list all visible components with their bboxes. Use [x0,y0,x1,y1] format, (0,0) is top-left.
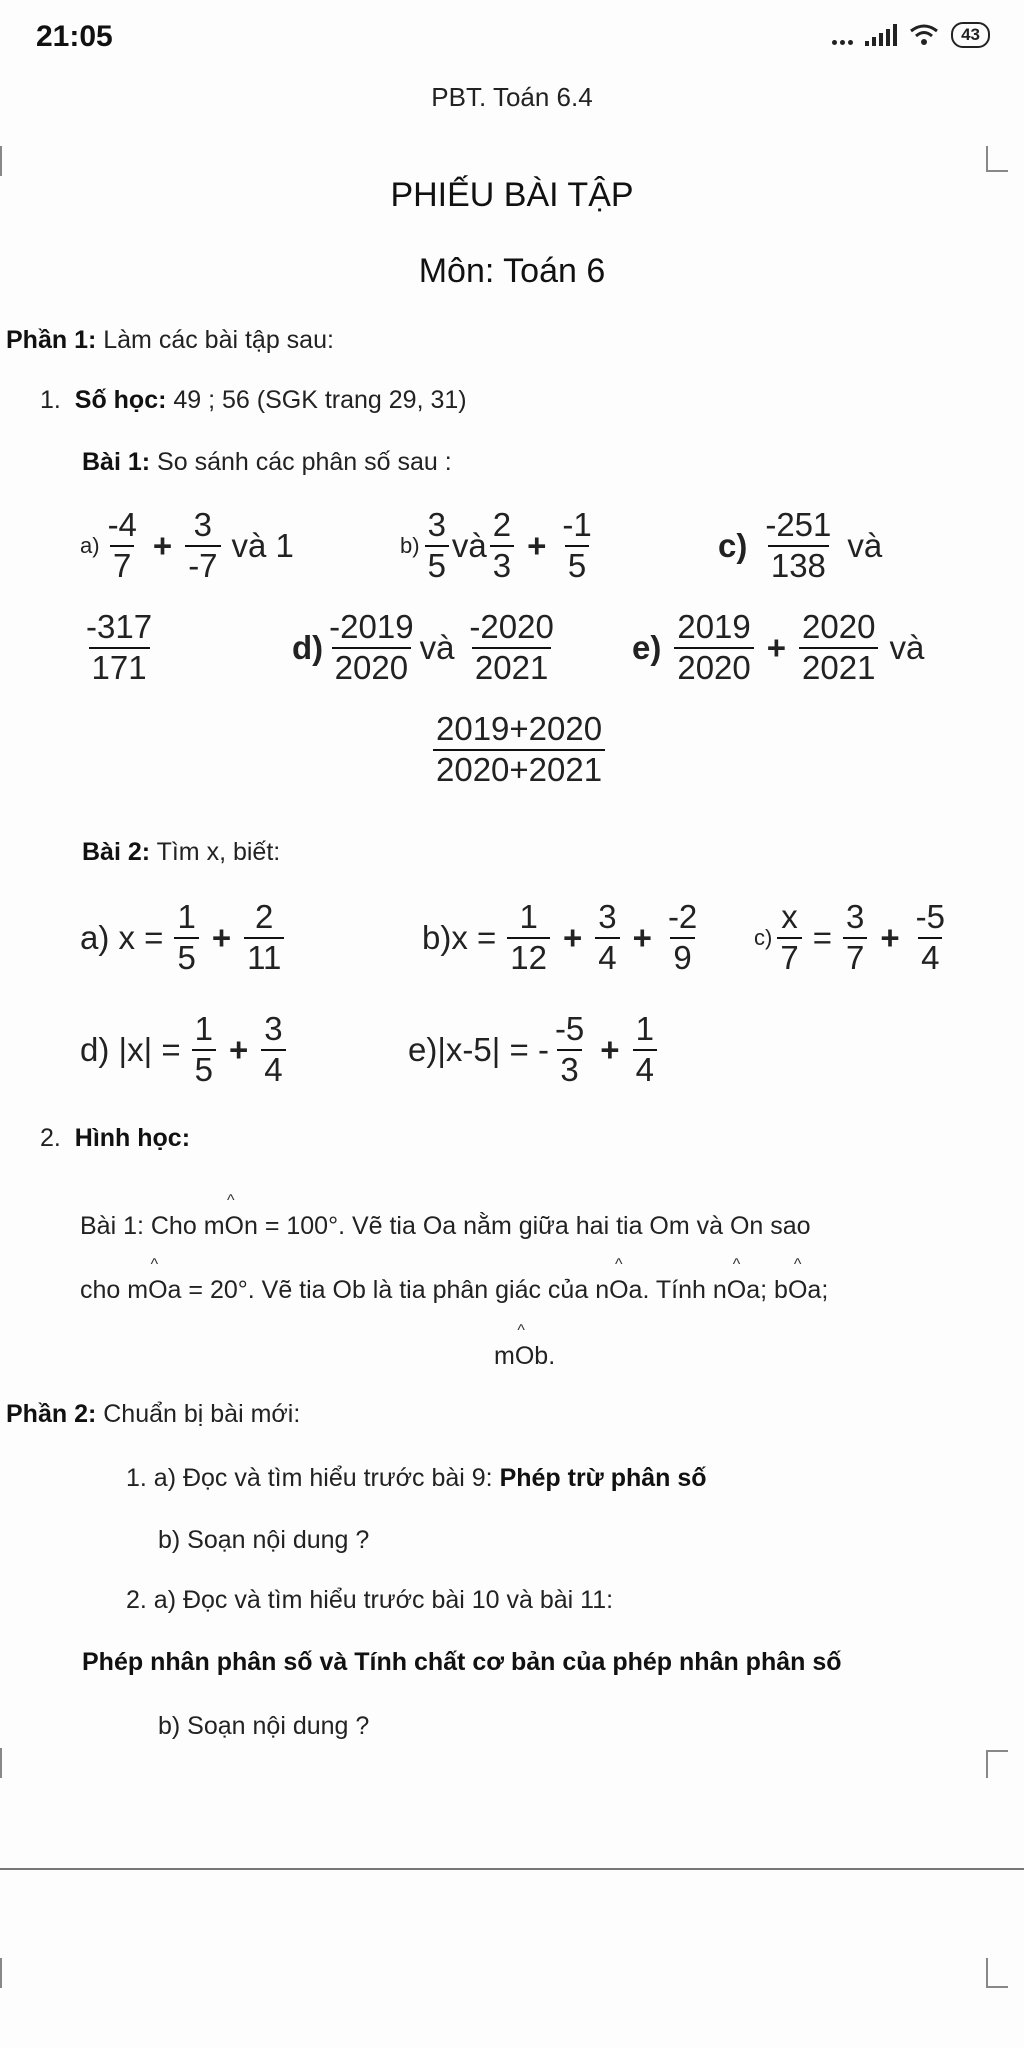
battery-icon: 43 [951,22,990,48]
exercise-1d: d) $\frac{-2019}{2020}$ và $\frac{-2020}{2021}$ [292,608,554,686]
page-corner-mark [0,1958,2,1988]
more-dots-icon [832,25,853,45]
exercise-1c: c) $\frac{-251}{138}$ và [718,506,883,584]
status-time: 21:05 [36,20,113,53]
exercise-1b: b) $\frac{3}{5}$ và $\frac{2}{3}$ + $\frac{-1}{5}$ [400,506,592,584]
exercise-2a: a) x = $\frac{1}{5}$ + $\frac{2}{11}$ [80,900,287,975]
document-header: PBT. Toán 6.4 [431,82,593,112]
bai2-heading: Bài 2: Tìm x, biết: [82,838,281,866]
exercise-2c: c) $\frac{x}{7}$ = $\frac{3}{7}$ + $\frac{-5}{4}$ [754,898,945,976]
page-corner-mark [0,146,2,176]
part2-line-5: b) Soạn nội dung ? [158,1712,370,1740]
part2-heading: Phần 2: Chuẩn bị bài mới: [6,1400,301,1428]
page-corner-mark [986,1958,1008,1988]
exercise-2d: d) |x| = $\frac{1}{5}$ + $\frac{3}{4}$ [80,1012,289,1087]
exercise-2e: e)|x-5| = - $\frac{-5}{3}$ + $\frac{1}{4}$ [408,1012,660,1087]
wifi-icon [909,23,939,47]
status-icons [832,22,990,48]
document-title: PHIẾU BÀI TẬP [390,176,634,214]
exercise-1c-cont: $\frac{-317}{171}$ [86,608,153,686]
exercise-2b: b)x = $\frac{1}{12}$ + $\frac{3}{4}$ + $\frac{-2}{9}$ [422,898,698,976]
page-corner-mark [986,1750,1008,1778]
part2-line-2: b) Soạn nội dung ? [158,1526,370,1554]
geometry-line-2: cho ^ mOa = 20°. Vẽ tia Ob là tia phân giác của ^ nOa. Tính ^ nOa; ^ bOa; [80,1276,828,1305]
page-separator [0,1868,1024,1870]
geometry-line-1: Bài 1: Cho ^ mOn = 100°. Vẽ tia Oa nằm giữa hai tia Om và On sao [80,1212,811,1241]
document-subtitle: Môn: Toán 6 [418,252,606,290]
exercise-1e: e) $\frac{2019}{2020}$ + $\frac{2020}{2021}$ và [632,608,925,686]
page-corner-mark [0,1748,2,1778]
bai1-heading: Bài 1: So sánh các phân số sau : [82,448,452,476]
item1-heading: 1. Số học: 49 ; 56 (SGK trang 29, 31) [40,386,467,414]
exercise-1a: a) $\frac{-4}{7}$ + $\frac{3}{-7}$ và 1 [80,506,294,584]
item2-heading: 2. Hình học: [40,1124,191,1152]
signal-icon [865,24,897,46]
part1-heading: Phần 1: Làm các bài tập sau: [6,326,334,354]
page-corner-mark [986,146,1008,172]
exercise-1e-cont: $\frac{2019+2020}{2020+2021}$ [430,712,608,787]
part2-line-4: Phép nhân phân số và Tính chất cơ bản của phép nhân phân số [82,1648,842,1676]
part2-line-3: 2. a) Đọc và tìm hiểu trước bài 10 và bài 11: [126,1586,614,1614]
geometry-line-3: ^ mOb. [494,1342,555,1371]
part2-line-1: 1. a) Đọc và tìm hiểu trước bài 9: Phép trừ phân số [126,1464,707,1492]
